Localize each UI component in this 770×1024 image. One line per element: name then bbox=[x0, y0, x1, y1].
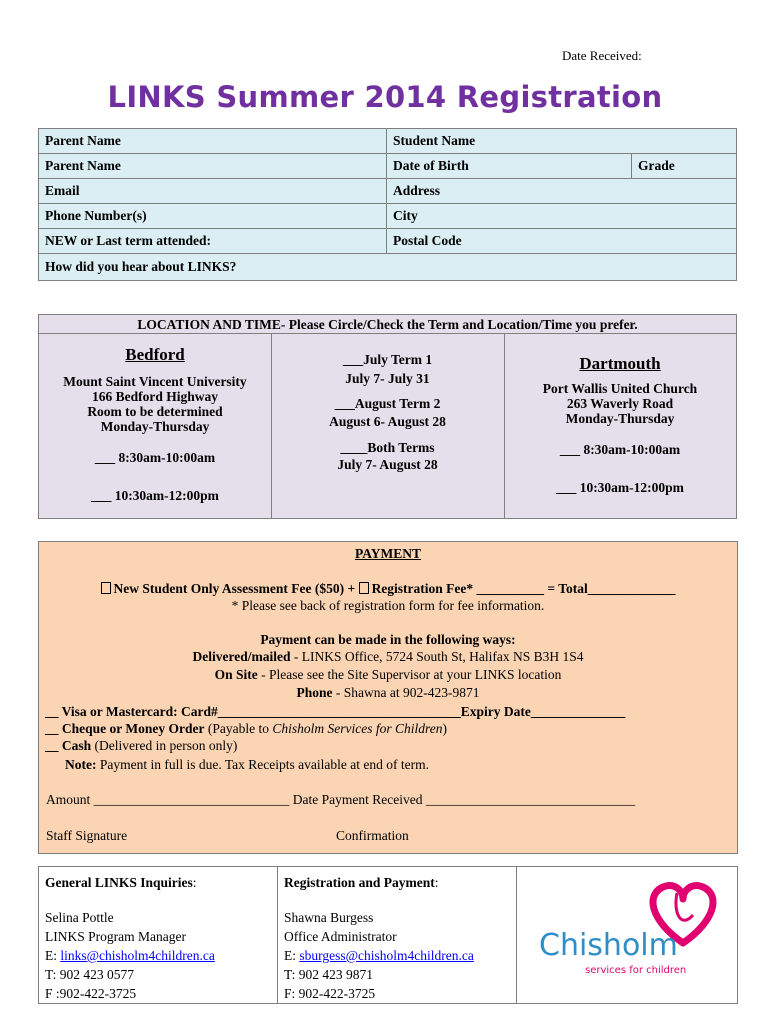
chisholm-logo bbox=[523, 873, 723, 983]
both-terms-dates: July 7- August 28 bbox=[337, 457, 438, 472]
logo-cell bbox=[517, 867, 738, 1004]
registration-phone: T: 902 423 9871 bbox=[284, 967, 373, 982]
staff-signature-label: Staff Signature bbox=[46, 828, 128, 843]
registration-contact-cell: Registration and Payment: Shawna Burgess Office Administrator E: sburgess@chisholm4children.ca T: 902 423 9871 F: 902-422-3725 bbox=[278, 867, 517, 1004]
registration-contact-role: Office Administrator bbox=[284, 929, 397, 944]
dartmouth-time-morning[interactable]: ___ 8:30am-10:00am bbox=[559, 442, 681, 457]
bedford-title: Bedford bbox=[125, 345, 185, 364]
page-title: LINKS Summer 2014 Registration bbox=[107, 80, 663, 114]
location-heading: LOCATION AND TIME- Please Circle/Check the Term and Location/Time you prefer. bbox=[38, 314, 737, 334]
registration-table bbox=[38, 128, 737, 281]
dartmouth-address-line: Monday-Thursday bbox=[565, 411, 675, 426]
bedford-address-line: Mount Saint Vincent University bbox=[63, 374, 247, 389]
payment-heading: PAYMENT bbox=[354, 546, 421, 561]
dartmouth-time-late[interactable]: ___ 10:30am-12:00pm bbox=[556, 480, 684, 495]
registration-contact-name: Shawna Burgess bbox=[284, 910, 374, 925]
confirmation-label: Confirmation bbox=[336, 828, 409, 843]
payment-note: Note: Payment in full is due. Tax Receipts available at end of term. bbox=[65, 757, 429, 772]
delivered-line: Delivered/mailed - LINKS Office, 5724 South St, Halifax NS B3H 1S4 bbox=[192, 649, 584, 664]
general-email-link[interactable]: links@chisholm4children.ca bbox=[60, 948, 215, 963]
cash-line[interactable]: __ Cash (Delivered in person only) bbox=[45, 738, 238, 753]
fee-line: New Student Only Assessment Fee ($50) + Registration Fee* __________ = Total_____________ bbox=[39, 581, 737, 597]
new-or-last-term-field[interactable]: NEW or Last term attended: bbox=[39, 229, 387, 254]
term-1-option[interactable]: ___July Term 1 bbox=[342, 352, 433, 367]
onsite-line: On Site - Please see the Site Supervisor at your LINKS location bbox=[214, 667, 562, 682]
location-box bbox=[38, 334, 737, 519]
payment-box bbox=[38, 541, 738, 854]
dartmouth-title: Dartmouth bbox=[579, 354, 661, 373]
parent-name-2-field[interactable]: Parent Name bbox=[39, 154, 387, 179]
assessment-fee-checkbox[interactable] bbox=[101, 582, 111, 594]
bedford-time-late[interactable]: ___ 10:30am-12:00pm bbox=[91, 488, 219, 503]
date-of-birth-field[interactable]: Date of Birth bbox=[387, 154, 632, 179]
email-field[interactable]: Email bbox=[39, 179, 387, 204]
student-name-field[interactable]: Student Name bbox=[387, 129, 737, 154]
phone-field[interactable]: Phone Number(s) bbox=[39, 204, 387, 229]
postal-code-field[interactable]: Postal Code bbox=[387, 229, 737, 254]
registration-email-link[interactable]: sburgess@chisholm4children.ca bbox=[299, 948, 474, 963]
bedford-address-line: Room to be determined bbox=[87, 404, 223, 419]
general-phone: T: 902 423 0577 bbox=[45, 967, 134, 982]
logo-word: Chisholm bbox=[539, 928, 678, 963]
logo-tagline: services for children bbox=[585, 965, 687, 976]
address-field[interactable]: Address bbox=[387, 179, 737, 204]
date-received-label: Date Received: bbox=[562, 48, 642, 63]
grade-field[interactable]: Grade bbox=[632, 154, 737, 179]
payment-ways-heading: Payment can be made in the following ways: bbox=[260, 632, 516, 647]
term-2-option[interactable]: ___August Term 2 bbox=[334, 396, 441, 411]
bedford-address-line: Monday-Thursday bbox=[100, 419, 210, 434]
fee-note: * Please see back of registration form for fee information. bbox=[231, 598, 545, 613]
phone-line: Phone - Shawna at 902-423-9871 bbox=[296, 685, 480, 700]
visa-line[interactable]: __ Visa or Mastercard: Card#____________________________________Expiry Date______________ bbox=[45, 704, 626, 719]
contacts-table bbox=[38, 866, 738, 1004]
registration-fax: F: 902-422-3725 bbox=[284, 986, 376, 1001]
bedford-column bbox=[39, 334, 272, 518]
bedford-address-line: 166 Bedford Highway bbox=[91, 389, 218, 404]
general-fax: F :902-422-3725 bbox=[45, 986, 137, 1001]
general-contact-role: LINKS Program Manager bbox=[45, 929, 186, 944]
how-heard-field[interactable]: How did you hear about LINKS? bbox=[39, 254, 737, 281]
terms-column bbox=[271, 334, 505, 518]
dartmouth-column bbox=[504, 334, 736, 518]
registration-fee-checkbox[interactable] bbox=[359, 582, 369, 594]
city-field[interactable]: City bbox=[387, 204, 737, 229]
dartmouth-address-line: 263 Waverly Road bbox=[566, 396, 674, 411]
term-2-dates: August 6- August 28 bbox=[329, 414, 446, 429]
bedford-time-morning[interactable]: ___ 8:30am-10:00am bbox=[94, 450, 216, 465]
amount-line[interactable]: Amount _____________________________ Date Payment Received _______________________________ bbox=[46, 792, 636, 807]
term-1-dates: July 7- July 31 bbox=[345, 371, 430, 386]
dartmouth-address-line: Port Wallis United Church bbox=[542, 381, 698, 396]
parent-name-1-field[interactable]: Parent Name bbox=[39, 129, 387, 154]
general-inquiries-cell: General LINKS Inquiries: Selina Pottle LINKS Program Manager E: links@chisholm4children.ca T: 902 423 0577 F :902-422-3725 bbox=[39, 867, 278, 1004]
both-terms-option[interactable]: ____Both Terms bbox=[340, 440, 435, 455]
general-contact-name: Selina Pottle bbox=[45, 910, 114, 925]
cheque-line[interactable]: __ Cheque or Money Order (Payable to Chisholm Services for Children) bbox=[45, 721, 447, 736]
